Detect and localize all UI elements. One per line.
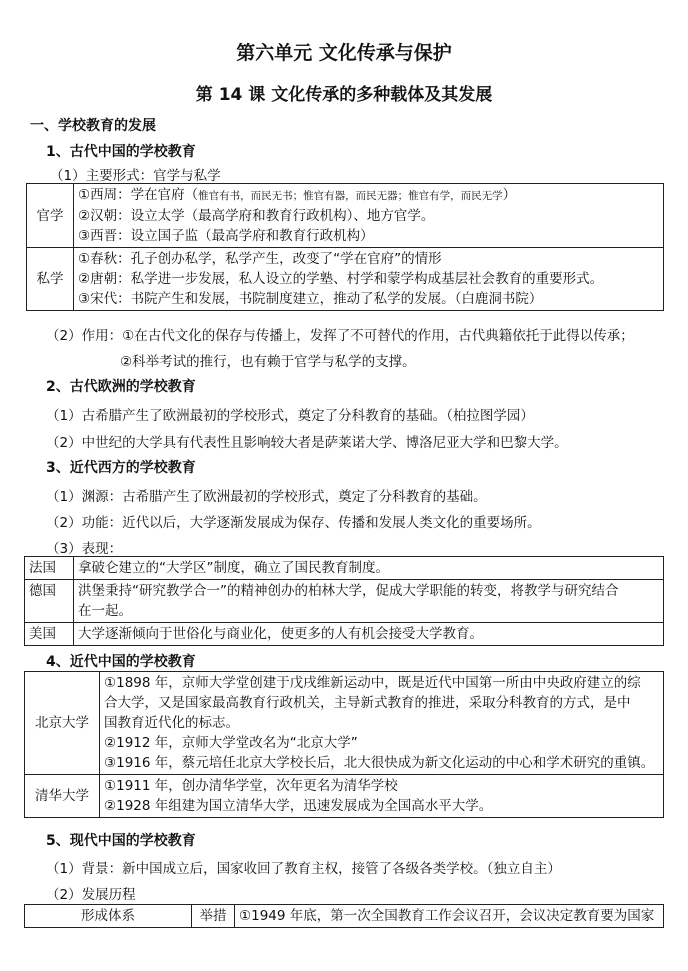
table-row	[25, 580, 664, 623]
row-label: 法国	[25, 557, 74, 580]
table-line: ③宋代：书院产生和发展，书院制度建立，推动了私学的发展。（白鹿洞书院）	[78, 291, 543, 307]
paragraph: （1）古希腊产生了欧洲最初的学校形式，奠定了分科教育的基础。（柏拉图学园）	[46, 408, 534, 424]
row-label: 官学	[27, 184, 74, 248]
row-content	[74, 248, 664, 311]
paragraph: （2）作用：①在古代文化的保存与传播上，发挥了不可替代的作用，古代典籍依托于此得以传承；	[46, 328, 634, 344]
table-row	[25, 905, 664, 928]
row-content: 大学逐渐倾向于世俗化与商业化，使更多的人有机会接受大学教育。	[74, 623, 664, 646]
row-content: ①1911 年，创办清华学堂，次年更名为清华学校 ②1928 年组建为国立清华大学，迅速发展成为全国高水平大学。	[100, 775, 664, 818]
subsection-heading: 2、古代欧洲的学校教育	[46, 379, 196, 395]
table-cell: 形成体系	[25, 905, 192, 928]
row-content: 洪堡秉持“研究教学合一”的精神创办的柏林大学，促成大学职能的转变，将教学与研究结合 在一起。	[74, 580, 664, 623]
paragraph: （1）渊源：古希腊产生了欧洲最初的学校形式，奠定了分科教育的基础。	[46, 489, 487, 505]
chinese-university-table	[24, 671, 664, 818]
table-line: ②汉朝：设立太学（最高学府和教育行政机构）、地方官学。	[78, 208, 435, 224]
western-university-table	[24, 556, 664, 646]
table-line: ①春秋：孔子创办私学，私学产生，改变了“学在官府”的情形	[78, 251, 442, 267]
row-content: 拿破仑建立的“大学区”制度，确立了国民教育制度。	[74, 557, 664, 580]
subsection-heading: 4、近代中国的学校教育	[46, 654, 196, 670]
table-line: ③西晋：设立国子监（最高学府和教育行政机构）	[78, 228, 374, 244]
table-line: ②唐朝：私学进一步发展，私人设立的学塾、村学和蒙学构成基层社会教育的重要形式。	[78, 271, 604, 287]
row-label: 私学	[27, 248, 74, 311]
paragraph: （2）功能：近代以后，大学逐渐发展成为保存、传播和发展人类文化的重要场所。	[46, 515, 541, 531]
paragraph: ②科举考试的推行，也有赖于官学与私学的支撑。	[120, 354, 416, 370]
table-row	[27, 184, 664, 248]
row-label: 北京大学	[25, 672, 100, 775]
subsection-heading: 3、近代西方的学校教育	[46, 460, 196, 476]
section-heading: 一、学校教育的发展	[30, 118, 156, 134]
table-line: ①西周：学在官府（惟官有书，而民无书；惟官有器，而民无器；惟官有学，而民无学）	[78, 187, 517, 203]
subsection-heading: 5、现代中国的学校教育	[46, 833, 196, 849]
unit-title: 第六单元 文化传承与保护	[236, 42, 452, 64]
row-label: 美国	[25, 623, 74, 646]
table-row	[25, 775, 664, 818]
paragraph: （1）主要形式：官学与私学	[50, 168, 221, 184]
row-content	[74, 184, 664, 248]
row-label: 清华大学	[25, 775, 100, 818]
row-content: ①1898 年，京师大学堂创建于戊戌维新运动中，既是近代中国第一所由中央政府建立的综 合大学，又是国家最高教育行政机关，主导新式教育的推进，采取分科教育的方式，是中 国教育近代化的标志。 ②1912 年，京师大学堂改名为“北京大学” ③1916 年，蔡元培任北京大学校长后，北大很快成为新文化运动的中心和学术研究的重镇。	[100, 672, 664, 775]
table-row	[25, 672, 664, 775]
paragraph: （1）背景：新中国成立后，国家收回了教育主权，接管了各级各类学校。（独立自主）	[46, 861, 561, 877]
paragraph: （2）中世纪的大学具有代表性且影响较大者是萨莱诺大学、博洛尼亚大学和巴黎大学。	[46, 435, 568, 451]
table-cell: 举措	[192, 905, 235, 928]
table-row	[25, 557, 664, 580]
table-cell: ①1949 年底，第一次全国教育工作会议召开，会议决定教育要为国家	[235, 905, 664, 928]
paragraph: （2）发展历程	[46, 887, 136, 903]
table-row	[25, 623, 664, 646]
table-row	[27, 248, 664, 311]
lesson-title: 第 14 课 文化传承的多种载体及其发展	[195, 85, 493, 105]
development-table	[24, 904, 664, 928]
guanxue-sixue-table	[26, 183, 664, 311]
paragraph: （3）表现：	[46, 541, 123, 557]
subsection-heading: 1、古代中国的学校教育	[46, 144, 196, 160]
row-label: 德国	[25, 580, 74, 623]
